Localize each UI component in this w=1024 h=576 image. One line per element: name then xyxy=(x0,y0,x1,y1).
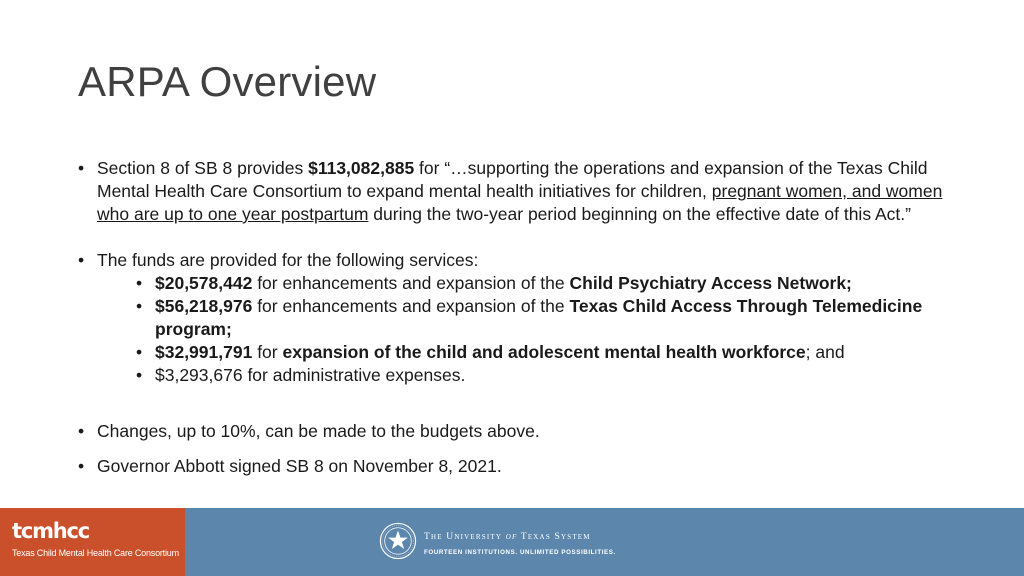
funds-list xyxy=(78,272,958,387)
ut-system-name: The University of Texas System xyxy=(424,532,591,542)
bullet-glyph: • xyxy=(78,421,85,441)
funds-intro: The funds are provided for the following services: xyxy=(97,250,479,270)
total-amount: $113,082,885 xyxy=(308,158,415,178)
underlined-phrase: pregnant women, and women who are up to one year postpartum xyxy=(97,181,943,224)
para1-text-3: during the two-year period beginning on the effective date of this Act.” xyxy=(368,204,911,224)
tcmhcc-logo-subtitle: Texas Child Mental Health Care Consortium xyxy=(12,548,179,558)
ut-system-block xyxy=(185,508,1024,576)
ut-system-tagline: FOURTEEN INSTITUTIONS. UNLIMITED POSSIBILITIES. xyxy=(424,549,616,556)
para1-text-1: Section 8 of SB 8 provides xyxy=(97,158,309,178)
bullet-glyph: • xyxy=(136,365,143,385)
slide-body xyxy=(78,157,958,478)
para1-text-2: for “…supporting the operations and expansion of the Texas Child Mental Health Care Consortium to expand mental health initiatives for children, xyxy=(97,158,928,201)
governor-text: Governor Abbott signed SB 8 on November 8, 2021. xyxy=(97,456,502,476)
ut-seal-icon xyxy=(379,522,417,560)
bullet-section-8 xyxy=(78,157,958,226)
fund-item-cpan xyxy=(136,272,958,295)
fund-item-tcatt xyxy=(136,295,958,341)
tcmhcc-logo-block xyxy=(0,508,185,576)
slide-title: ARPA Overview xyxy=(78,58,377,105)
fund-text: for xyxy=(252,342,283,362)
fund-program: Child Psychiatry Access Network; xyxy=(569,273,852,293)
fund-text: $3,293,676 for administrative expenses. xyxy=(155,365,466,385)
bullet-glyph: • xyxy=(78,158,85,178)
footer-bar xyxy=(0,508,1024,576)
bullet-glyph: • xyxy=(136,342,143,362)
tcmhcc-logo: tcmhcc xyxy=(12,519,90,543)
changes-text: Changes, up to 10%, can be made to the budgets above. xyxy=(97,421,540,441)
fund-program: Texas Child Access Through Telemedicine program; xyxy=(155,296,923,339)
fund-amount: $20,578,442 xyxy=(155,273,253,293)
fund-item-admin xyxy=(136,364,958,387)
bullet-governor xyxy=(78,455,958,478)
bullet-glyph: • xyxy=(78,250,85,270)
bullet-changes xyxy=(78,420,958,443)
bullet-funds xyxy=(78,249,958,272)
fund-text: for enhancements and expansion of the xyxy=(252,273,570,293)
fund-amount: $32,991,791 xyxy=(155,342,253,362)
fund-program: expansion of the child and adolescent mental health workforce xyxy=(282,342,806,362)
fund-amount: $56,218,976 xyxy=(155,296,253,316)
fund-item-workforce xyxy=(136,341,958,364)
bullet-glyph: • xyxy=(78,456,85,476)
bullet-glyph: • xyxy=(136,273,143,293)
fund-text: for enhancements and expansion of the xyxy=(252,296,570,316)
bullet-glyph: • xyxy=(136,296,143,316)
fund-tail: ; and xyxy=(805,342,845,362)
